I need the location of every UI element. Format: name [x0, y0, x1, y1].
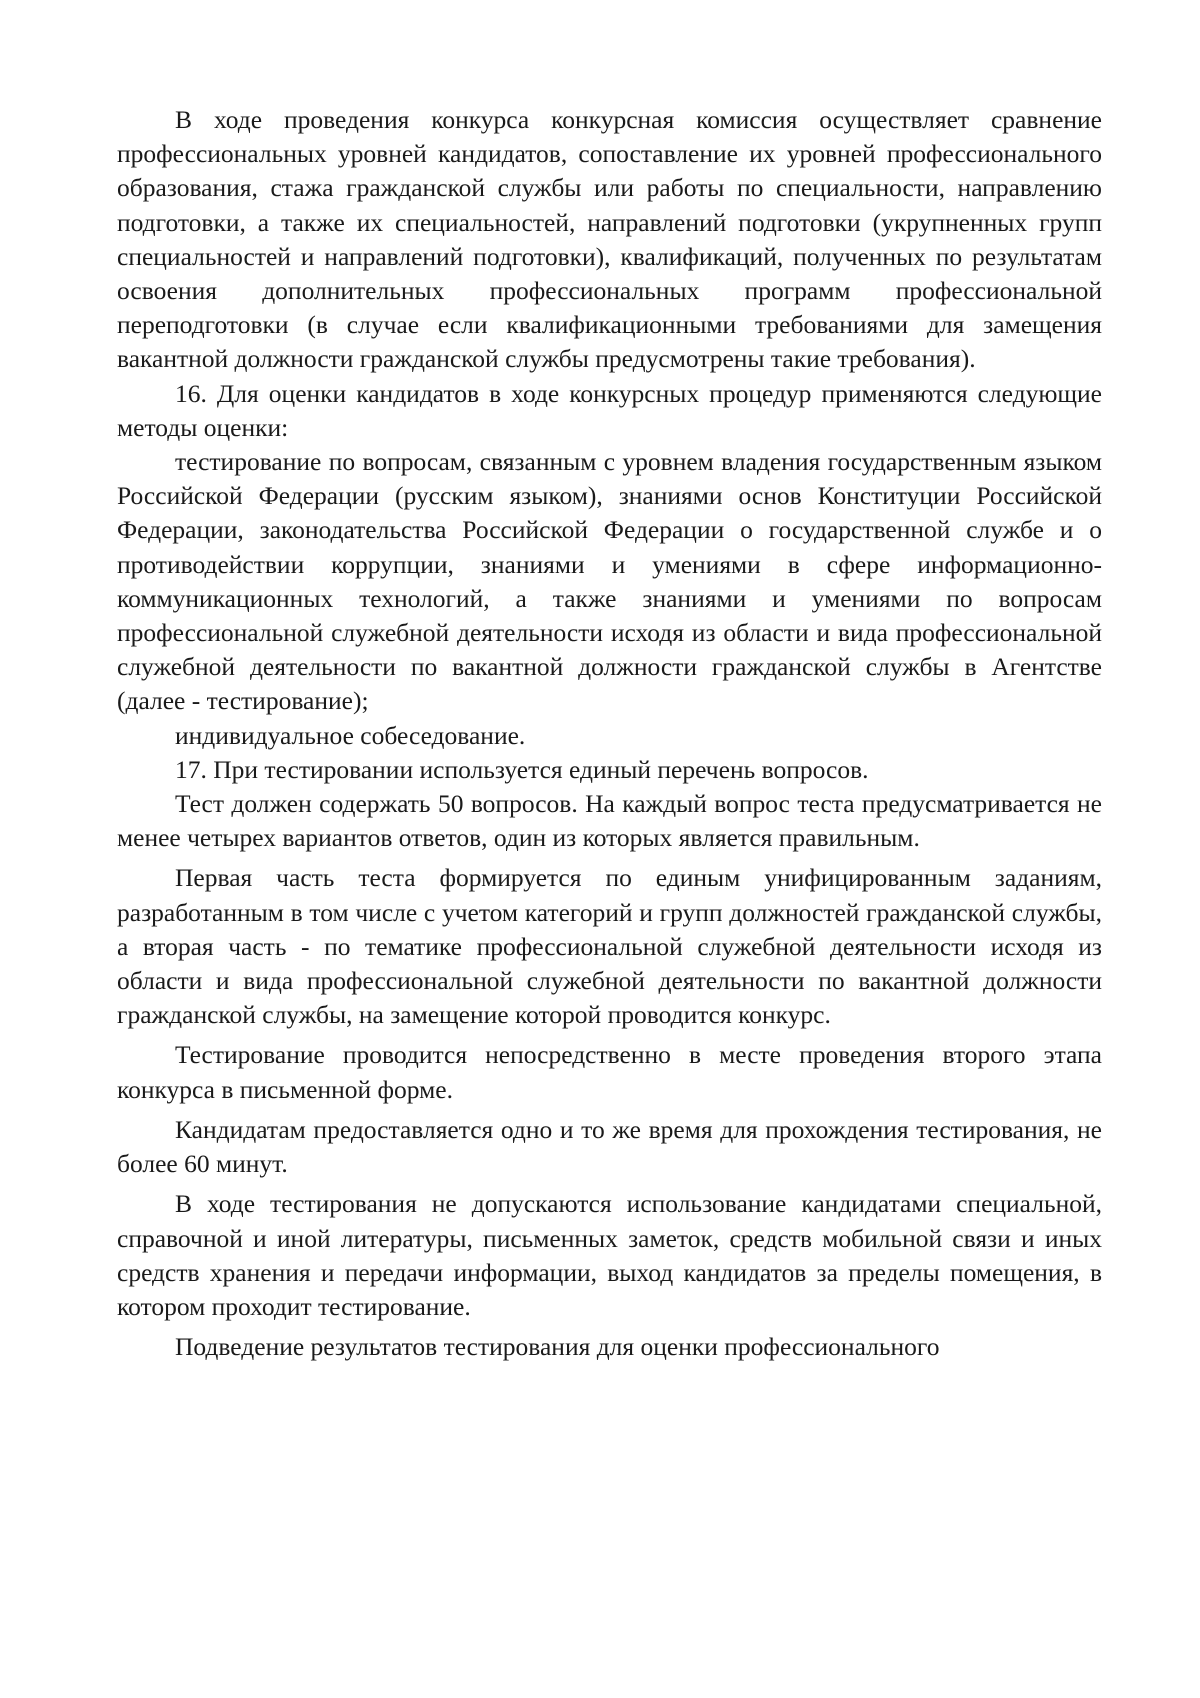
paragraph-comparison: В ходе проведения конкурса конкурсная комиссия осуществляет сравнение профессиональных уровней кандидатов, сопоставление их уровней профессионального образования, стажа гражданской службы или работы по специальности, направлению подготовки, а также их специальностей, направлений подготовки (укрупненных групп специальностей и направлений подготовки), квалификаций, полученных по результатам освоения дополнительных профессиональных программ профессиональной переподготовки (в случае если квалификационными требованиями для замещения вакантной должности гражданской службы предусмотрены такие требования). — [117, 105, 1102, 374]
paragraph-test-rules: В ходе тестирования не допускаются использование кандидатами специальной, справочной и иной литературы, письменных заметок, средств мобильной связи и иных средств хранения и передачи информации, выход кандидатов за пределы помещения, в котором проходит тестирование. — [117, 1189, 1102, 1321]
document-page — [117, 103, 1102, 1364]
paragraph-interview: индивидуальное собеседование. — [175, 720, 526, 750]
paragraph-test-size: Тест должен содержать 50 вопросов. На каждый вопрос теста предусматривается не менее четырех вариантов ответов, один из которых является правильным. — [117, 789, 1102, 853]
paragraph-test-parts: Первая часть теста формируется по единым унифицированным заданиям, разработанным в том числе с учетом категорий и групп должностей гражданской службы, а вторая часть - по тематике профессиональной служебной деятельности исходя из области и вида профессиональной служебной деятельности по вакантной должности гражданской службы, на замещение которой проводится конкурс. — [117, 863, 1102, 1030]
paragraph-testing-definition: тестирование по вопросам, связанным с уровнем владения государственным языком Российской Федерации (русским языком), знаниями основ Конституции Российской Федерации, законодательства Российской Федерации о государственной службе и о противодействии коррупции, знаниями и умениями в сфере информационно-коммуникационных технологий, а также знаниями и умениями по вопросам профессиональной служебной деятельности исходя из области и вида профессиональной служебной деятельности по вакантной должности гражданской службы в Агентстве (далее - тестирование); — [117, 447, 1102, 716]
paragraph-test-time: Кандидатам предоставляется одно и то же время для прохождения тестирования, не более 60 минут. — [117, 1114, 1102, 1179]
paragraph-17-questions: 17. При тестировании используется единый перечень вопросов. — [175, 754, 869, 784]
paragraph-test-results: Подведение результатов тестирования для оценки профессионального — [175, 1332, 940, 1362]
paragraph-16-methods: 16. Для оценки кандидатов в ходе конкурсных процедур применяются следующие методы оценки: — [117, 378, 1102, 442]
paragraph-test-location: Тестирование проводится непосредственно в месте проведения второго этапа конкурса в письменной форме. — [117, 1040, 1102, 1104]
